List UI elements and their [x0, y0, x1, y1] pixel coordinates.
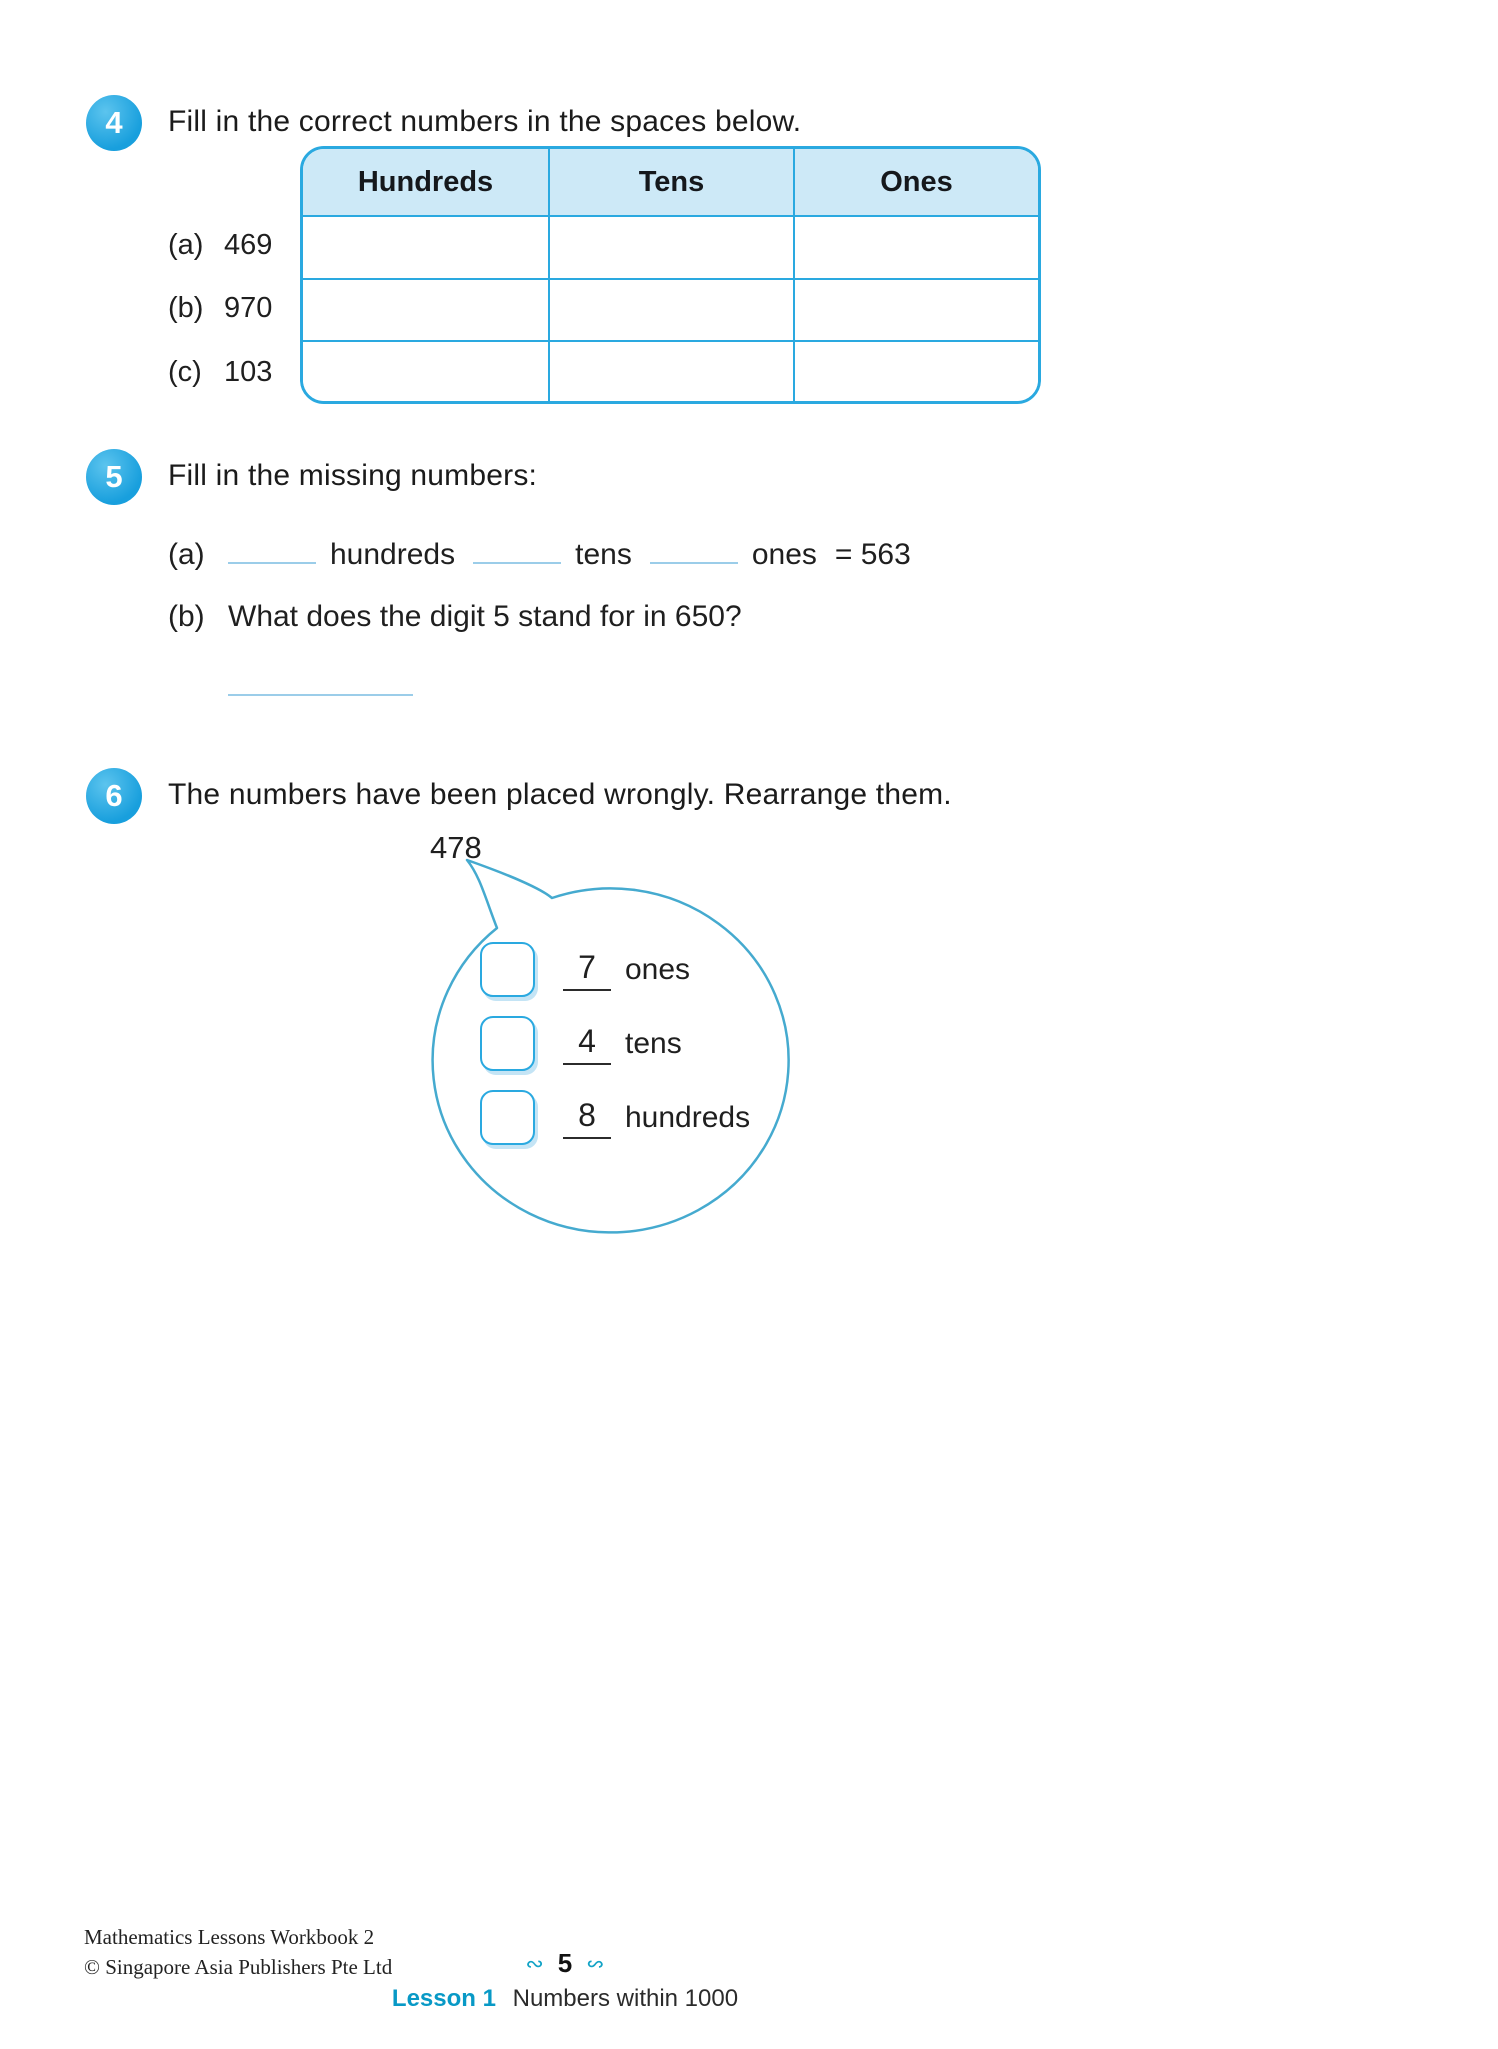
row-b-letter: (b)	[168, 292, 204, 325]
rearrange-row-tens	[480, 1016, 750, 1071]
row-label-a	[168, 214, 298, 277]
word-tens: tens	[575, 538, 632, 571]
part-a-label: (a)	[168, 538, 205, 571]
question-5a-line	[168, 528, 911, 572]
row-label-c	[168, 341, 298, 404]
cell-a-ones	[793, 217, 1038, 278]
row-b-number: 970	[224, 292, 273, 325]
digit-hundreds: 8	[563, 1097, 611, 1139]
blank-ones	[650, 528, 738, 564]
digit-ones: 7	[563, 949, 611, 991]
question-4-badge	[86, 95, 142, 151]
header-hundreds: Hundreds	[357, 165, 494, 198]
question-4-prompt: Fill in the correct numbers in the spaces below.	[168, 105, 802, 138]
equals-result: = 563	[834, 538, 911, 571]
lesson-title: Numbers within 1000	[512, 1985, 739, 2012]
cell-c-ones	[793, 340, 1038, 401]
swirl-ornament-right-icon: ∾	[586, 1950, 605, 1976]
unit-tens: tens	[625, 1026, 682, 1060]
question-6-prompt: The numbers have been placed wrongly. Rearrange them.	[168, 778, 952, 811]
row-a-letter: (a)	[168, 229, 204, 262]
row-c-number: 103	[224, 355, 273, 388]
row-c-letter: (c)	[168, 355, 202, 388]
place-value-table-header	[303, 149, 1038, 217]
rearrange-row-hundreds	[480, 1090, 750, 1145]
place-value-table-body	[303, 217, 1038, 401]
page-number: 5	[557, 1948, 573, 1978]
unit-ones: ones	[625, 952, 691, 986]
cell-b-hundreds	[303, 278, 548, 339]
row-labels	[168, 214, 298, 404]
cell-b-tens	[548, 278, 793, 339]
blank-tens	[473, 528, 561, 564]
question-5-badge	[86, 449, 142, 505]
part-b-answer-line	[228, 660, 413, 696]
answer-box-tens	[480, 1016, 535, 1071]
unit-hundreds: hundreds	[625, 1100, 751, 1134]
digit-tens: 4	[563, 1023, 611, 1065]
rearrange-items	[480, 942, 750, 1164]
answer-box-hundreds	[480, 1090, 535, 1145]
cell-b-ones	[793, 278, 1038, 339]
question-6-number: 6	[105, 778, 123, 813]
rearrange-row-ones	[480, 942, 750, 997]
cell-c-tens	[548, 340, 793, 401]
place-value-table	[300, 146, 1041, 404]
question-4-number: 4	[105, 105, 123, 140]
imprint-line-2: © Singapore Asia Publishers Pte Ltd	[84, 1955, 393, 1980]
part-b-text: What does the digit 5 stand for in 650?	[228, 600, 742, 633]
header-ones: Ones	[793, 149, 1038, 215]
swirl-ornament-left-icon: ∾	[525, 1950, 544, 1976]
word-ones: ones	[751, 538, 817, 571]
row-label-b	[168, 277, 298, 340]
cell-a-hundreds	[303, 217, 548, 278]
question-5-number: 5	[105, 459, 123, 494]
cell-a-tens	[548, 217, 793, 278]
page-number-row	[330, 1948, 800, 1979]
question-5-prompt: Fill in the missing numbers:	[168, 459, 538, 492]
lesson-row	[330, 1985, 800, 2013]
lesson-label: Lesson 1	[391, 1985, 496, 2012]
question-6-badge	[86, 768, 142, 824]
callout-number: 478	[430, 830, 482, 865]
blank-hundreds	[228, 528, 316, 564]
imprint-line-1: Mathematics Lessons Workbook 2	[84, 1925, 375, 1949]
word-hundreds: hundreds	[330, 538, 456, 571]
question-5b-line	[168, 600, 742, 634]
speech-bubble	[412, 858, 792, 1253]
answer-box-ones	[480, 942, 535, 997]
part-b-label: (b)	[168, 600, 205, 633]
footer-center	[330, 1948, 800, 2013]
row-a-number: 469	[224, 229, 273, 262]
header-tens: Tens	[548, 149, 793, 215]
cell-c-hundreds	[303, 340, 548, 401]
